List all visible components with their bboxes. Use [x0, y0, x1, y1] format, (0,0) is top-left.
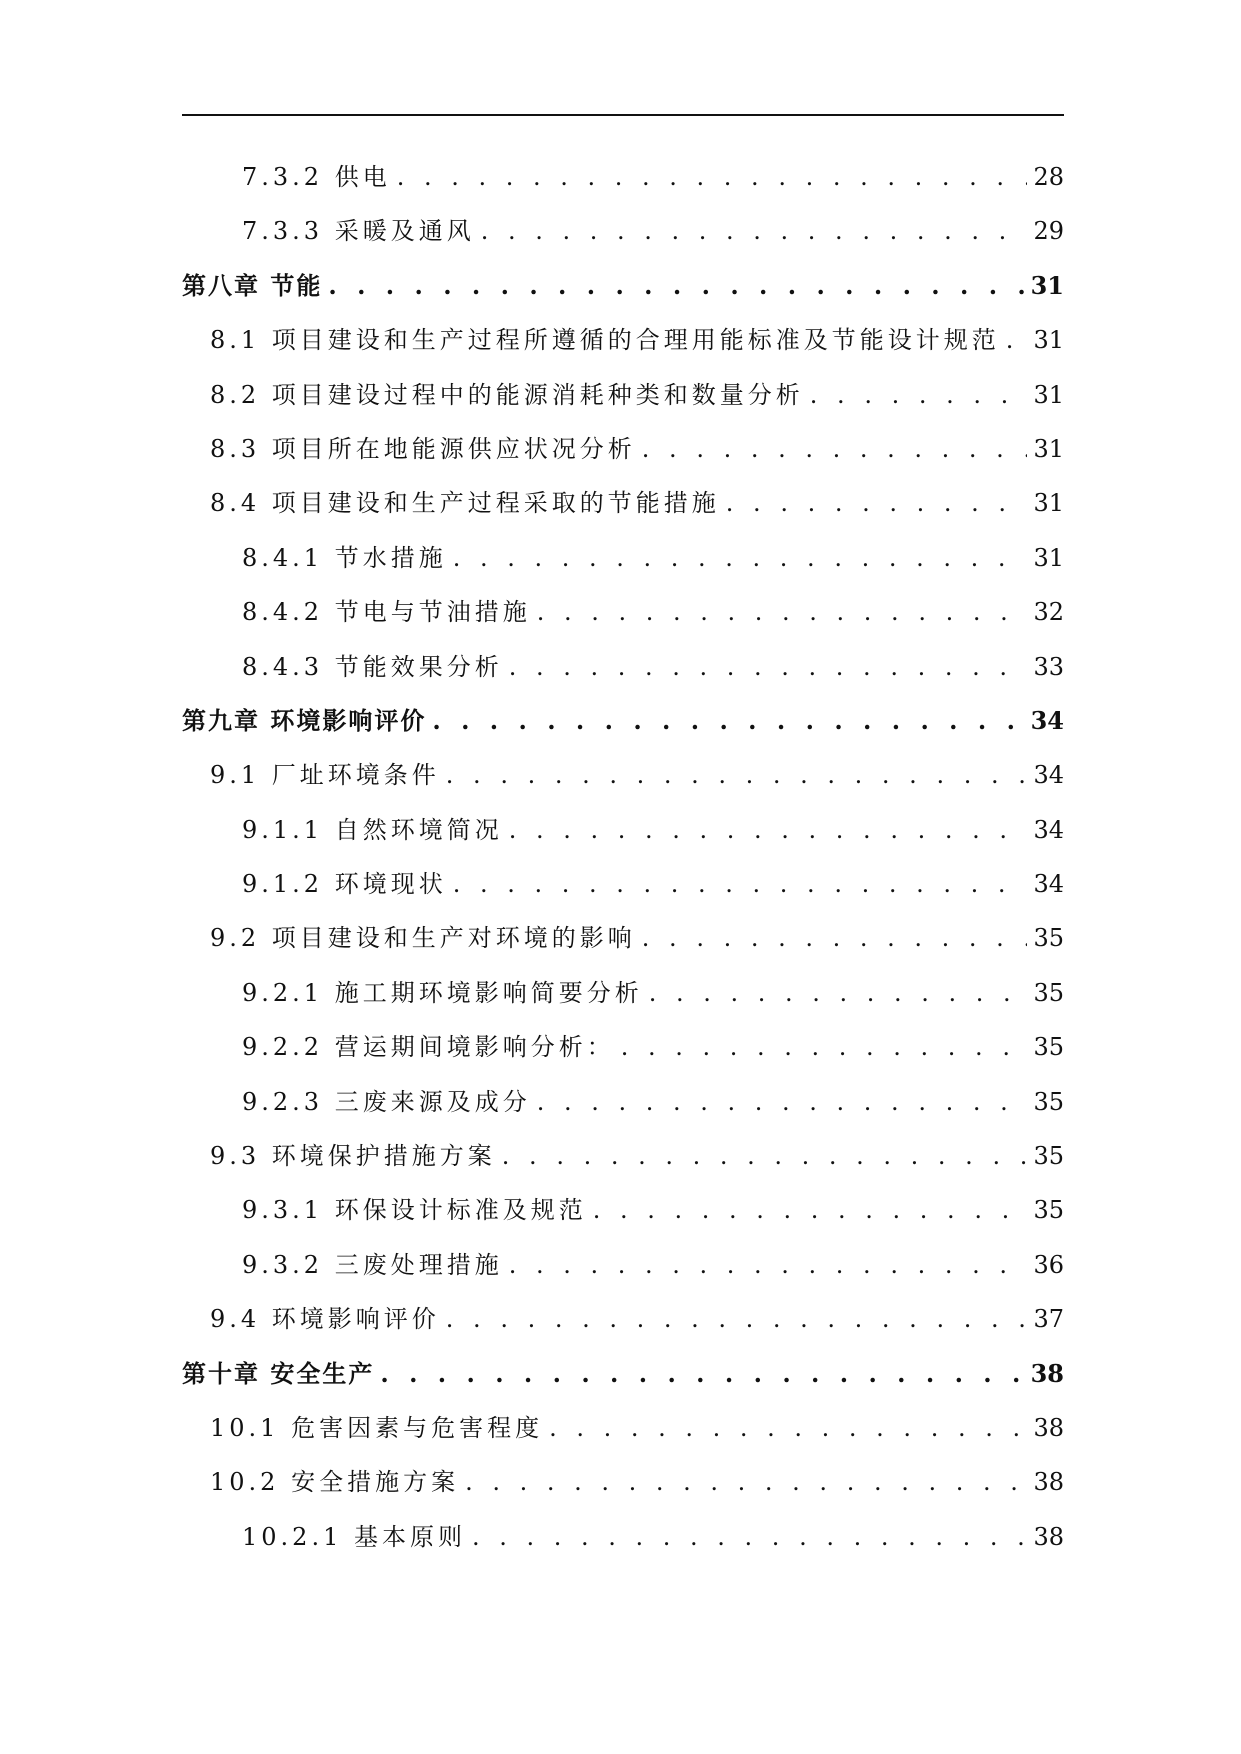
toc-entry-label: 8.1 项目建设和生产过程所遵循的合理用能标准及节能设计规范 — [210, 326, 1000, 355]
toc-page-number: 32 — [1033, 598, 1064, 627]
toc-page-number: 38 — [1033, 1413, 1064, 1442]
toc-entry-label: 9.2.1 施工期环境影响简要分析 — [242, 978, 643, 1007]
toc-entry-label: 第八章 节能 — [182, 270, 323, 300]
toc-entry-label: 9.2 项目建设和生产对环境的影响 — [210, 924, 636, 953]
toc-page-number: 34 — [1033, 815, 1064, 844]
toc-page-number: 31 — [1033, 434, 1064, 463]
toc-page-number: 35 — [1033, 978, 1064, 1007]
toc-entry-label: 9.3 环境保护措施方案 — [210, 1142, 496, 1171]
toc-page-number: 34 — [1033, 761, 1064, 790]
toc-section-entry[interactable] — [182, 1020, 1064, 1074]
toc-page-number: 38 — [1033, 1522, 1064, 1551]
toc-leader-dots — [481, 204, 1028, 258]
toc-leader-dots — [328, 259, 1024, 313]
toc-leader-dots — [472, 1510, 1027, 1564]
toc-leader-dots — [446, 748, 1028, 802]
toc-section-entry[interactable] — [182, 531, 1064, 585]
toc-page-number: 29 — [1033, 217, 1064, 246]
toc-entry-label: 9.2.2 营运期间境影响分析： — [242, 1033, 615, 1062]
toc-entry-label: 10.2.1 基本原则 — [242, 1522, 466, 1551]
toc-entry-label: 7.3.3 采暖及通风 — [242, 217, 475, 246]
toc-leader-dots — [453, 531, 1028, 585]
toc-entry-label: 9.4 环境影响评价 — [210, 1305, 440, 1334]
toc-entry-label: 9.3.1 环保设计标准及规范 — [242, 1196, 587, 1225]
toc-page-number: 34 — [1030, 705, 1064, 735]
toc-page-number: 31 — [1030, 270, 1064, 300]
toc-entry-label: 9.3.2 三废处理措施 — [242, 1250, 503, 1279]
toc-section-entry[interactable] — [182, 1510, 1064, 1564]
toc-leader-dots — [621, 1020, 1028, 1074]
toc-section-entry[interactable] — [182, 313, 1064, 367]
header-rule — [182, 114, 1064, 116]
toc-chapter-entry[interactable] — [182, 1347, 1064, 1401]
toc-entry-label: 8.2 项目建设过程中的能源消耗种类和数量分析 — [210, 380, 804, 409]
toc-page-number: 34 — [1033, 870, 1064, 899]
toc-leader-dots — [537, 585, 1028, 639]
toc-leader-dots — [593, 1183, 1028, 1237]
toc-entry-label: 8.4.2 节电与节油措施 — [242, 598, 531, 627]
toc-page-number: 35 — [1033, 1087, 1064, 1116]
toc-entry-label: 8.4.3 节能效果分析 — [242, 652, 503, 681]
toc-entry-label: 第九章 环境影响评价 — [182, 705, 427, 735]
toc-entry-label: 9.1.1 自然环境简况 — [242, 815, 503, 844]
toc-leader-dots — [642, 911, 1028, 965]
toc-entry-label: 10.1 危害因素与危害程度 — [210, 1413, 544, 1442]
toc-section-entry[interactable] — [182, 748, 1064, 802]
toc-section-entry[interactable] — [182, 1292, 1064, 1346]
toc-page-number: 36 — [1033, 1250, 1064, 1279]
toc-entry-label: 9.2.3 三废来源及成分 — [242, 1087, 531, 1116]
toc-section-entry[interactable] — [182, 422, 1064, 476]
toc-section-entry[interactable] — [182, 1129, 1064, 1183]
toc-leader-dots — [642, 422, 1028, 476]
toc-leader-dots — [509, 1238, 1028, 1292]
table-of-contents — [182, 150, 1064, 1564]
toc-leader-dots — [810, 368, 1028, 422]
toc-chapter-entry[interactable] — [182, 259, 1064, 313]
toc-leader-dots — [397, 150, 1028, 204]
toc-entry-label: 10.2 安全措施方案 — [210, 1468, 460, 1497]
toc-section-entry[interactable] — [182, 640, 1064, 694]
toc-leader-dots — [446, 1292, 1028, 1346]
toc-section-entry[interactable] — [182, 1183, 1064, 1237]
toc-leader-dots — [453, 857, 1028, 911]
toc-leader-dots — [509, 640, 1028, 694]
toc-section-entry[interactable] — [182, 911, 1064, 965]
toc-page-number: 35 — [1033, 1142, 1064, 1171]
toc-page-number: 35 — [1033, 924, 1064, 953]
toc-page-number: 28 — [1033, 163, 1064, 191]
toc-leader-dots — [432, 694, 1024, 748]
toc-leader-dots — [380, 1347, 1024, 1401]
toc-leader-dots — [537, 1075, 1028, 1129]
toc-chapter-entry[interactable] — [182, 694, 1064, 748]
toc-section-entry[interactable] — [182, 204, 1064, 258]
toc-page-number: 35 — [1033, 1033, 1064, 1062]
toc-section-entry[interactable] — [182, 1455, 1064, 1509]
toc-page-number: 37 — [1033, 1305, 1064, 1334]
toc-page-number: 35 — [1033, 1196, 1064, 1225]
toc-leader-dots — [549, 1401, 1027, 1455]
toc-page-number: 31 — [1033, 326, 1064, 355]
toc-page-number: 38 — [1030, 1358, 1064, 1388]
toc-section-entry[interactable] — [182, 368, 1064, 422]
toc-leader-dots — [1006, 313, 1028, 367]
toc-leader-dots — [649, 966, 1028, 1020]
toc-entry-label: 8.4 项目建设和生产过程采取的节能措施 — [210, 489, 720, 518]
toc-leader-dots — [502, 1129, 1028, 1183]
toc-section-entry[interactable] — [182, 1401, 1064, 1455]
toc-section-entry[interactable] — [182, 150, 1064, 204]
toc-section-entry[interactable] — [182, 476, 1064, 530]
toc-page-number: 31 — [1033, 380, 1064, 409]
toc-entry-label: 9.1.2 环境现状 — [242, 870, 447, 899]
toc-page-number: 31 — [1033, 543, 1064, 572]
toc-page-number: 38 — [1033, 1468, 1064, 1497]
toc-entry-label: 7.3.2 供电 — [242, 163, 391, 191]
toc-entry-label: 8.3 项目所在地能源供应状况分析 — [210, 434, 636, 463]
toc-section-entry[interactable] — [182, 966, 1064, 1020]
toc-section-entry[interactable] — [182, 585, 1064, 639]
toc-page-number: 33 — [1033, 652, 1064, 681]
toc-entry-label: 9.1 厂址环境条件 — [210, 761, 440, 790]
toc-entry-label: 第十章 安全生产 — [182, 1358, 375, 1388]
toc-leader-dots — [509, 803, 1028, 857]
toc-section-entry[interactable] — [182, 803, 1064, 857]
toc-section-entry[interactable] — [182, 1238, 1064, 1292]
toc-section-entry[interactable] — [182, 857, 1064, 911]
toc-leader-dots — [465, 1455, 1027, 1509]
toc-leader-dots — [726, 476, 1028, 530]
toc-entry-label: 8.4.1 节水措施 — [242, 543, 447, 572]
toc-page-number: 31 — [1033, 489, 1064, 518]
toc-section-entry[interactable] — [182, 1075, 1064, 1129]
